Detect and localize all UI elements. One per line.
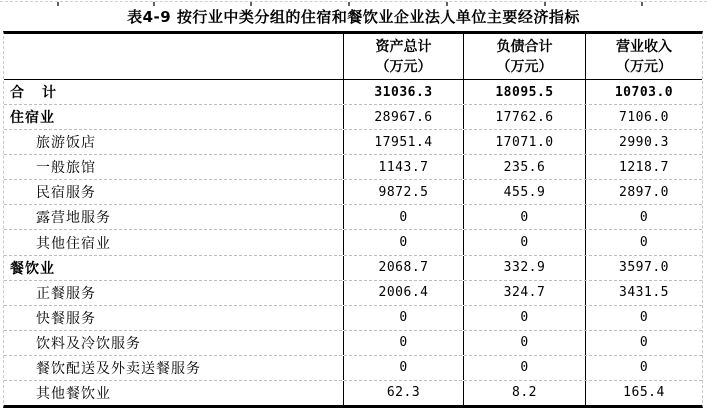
table-row <box>4 355 702 380</box>
assets-value: 28967.6 <box>343 105 463 129</box>
column-header-unit: （万元） <box>375 58 432 75</box>
row-label: 一般旅馆 <box>36 160 96 177</box>
assets-value: 1143.7 <box>343 155 463 179</box>
assets-value: 0 <box>343 230 463 254</box>
row-label: 正餐服务 <box>36 285 96 302</box>
liabilities-value: 332.9 <box>463 256 585 280</box>
table-row <box>4 229 702 254</box>
assets-value: 62.3 <box>343 381 463 405</box>
liabilities-value: 17071.0 <box>463 130 585 154</box>
row-label: 民宿服务 <box>36 185 96 202</box>
column-header-liabilities <box>463 34 585 79</box>
row-label: 其他住宿业 <box>36 235 111 252</box>
row-label: 住宿业 <box>10 110 55 127</box>
table-header-row <box>4 34 702 80</box>
liabilities-value: 455.9 <box>463 180 585 204</box>
table-row <box>4 380 702 405</box>
revenue-value: 0 <box>585 356 702 380</box>
column-header-unit: （万元） <box>616 58 672 75</box>
liabilities-value: 0 <box>463 356 585 380</box>
liabilities-value: 235.6 <box>463 155 585 179</box>
revenue-value: 0 <box>585 331 702 355</box>
table-row <box>4 179 702 204</box>
assets-value: 0 <box>343 205 463 229</box>
table-row <box>4 305 702 330</box>
liabilities-value: 324.7 <box>463 281 585 305</box>
column-header-label: 营业收入 <box>616 38 672 55</box>
revenue-value: 1218.7 <box>585 155 702 179</box>
row-label: 餐饮业 <box>10 260 55 277</box>
table-row <box>4 255 702 280</box>
column-header-unit: （万元） <box>496 58 553 75</box>
revenue-value: 0 <box>585 306 702 330</box>
revenue-value: 165.4 <box>585 381 702 405</box>
table-body <box>4 80 702 405</box>
revenue-value: 2897.0 <box>585 180 702 204</box>
revenue-value: 10703.0 <box>585 80 702 104</box>
column-header-assets <box>343 34 463 79</box>
liabilities-value: 18095.5 <box>463 80 585 104</box>
table-row <box>4 330 702 355</box>
row-label: 旅游饭店 <box>36 135 96 152</box>
assets-value: 9872.5 <box>343 180 463 204</box>
row-label: 饮料及冷饮服务 <box>36 335 141 352</box>
liabilities-value: 8.2 <box>463 381 585 405</box>
row-label: 露营地服务 <box>36 210 111 227</box>
revenue-value: 7106.0 <box>585 105 702 129</box>
table-row <box>4 204 702 229</box>
assets-value: 2068.7 <box>343 256 463 280</box>
row-label: 快餐服务 <box>36 310 96 327</box>
column-header-revenue <box>585 34 702 79</box>
liabilities-value: 0 <box>463 331 585 355</box>
revenue-value: 3431.5 <box>585 281 702 305</box>
column-header-label: 资产总计 <box>375 38 432 55</box>
assets-value: 17951.4 <box>343 130 463 154</box>
table-title: 表4-9 按行业中类分组的住宿和餐饮业企业法人单位主要经济指标 <box>127 8 580 26</box>
indicators-table <box>3 31 703 408</box>
column-header-label: 负债合计 <box>496 38 553 55</box>
revenue-value: 0 <box>585 205 702 229</box>
revenue-value: 0 <box>585 230 702 254</box>
liabilities-value: 0 <box>463 306 585 330</box>
assets-value: 0 <box>343 356 463 380</box>
assets-value: 31036.3 <box>343 80 463 104</box>
table-row <box>4 104 702 129</box>
row-label: 其他餐饮业 <box>36 385 111 402</box>
liabilities-value: 17762.6 <box>463 105 585 129</box>
assets-value: 0 <box>343 306 463 330</box>
revenue-value: 2990.3 <box>585 130 702 154</box>
assets-value: 2006.4 <box>343 281 463 305</box>
revenue-value: 3597.0 <box>585 256 702 280</box>
cropped-row-artifact <box>0 1 707 2</box>
liabilities-value: 0 <box>463 230 585 254</box>
table-row <box>4 80 702 104</box>
assets-value: 0 <box>343 331 463 355</box>
table-row <box>4 154 702 179</box>
liabilities-value: 0 <box>463 205 585 229</box>
header-corner-cell <box>4 34 343 79</box>
table-row <box>4 280 702 305</box>
row-label: 合 计 <box>10 85 58 102</box>
row-label: 餐饮配送及外卖送餐服务 <box>36 360 201 377</box>
table-row <box>4 129 702 154</box>
